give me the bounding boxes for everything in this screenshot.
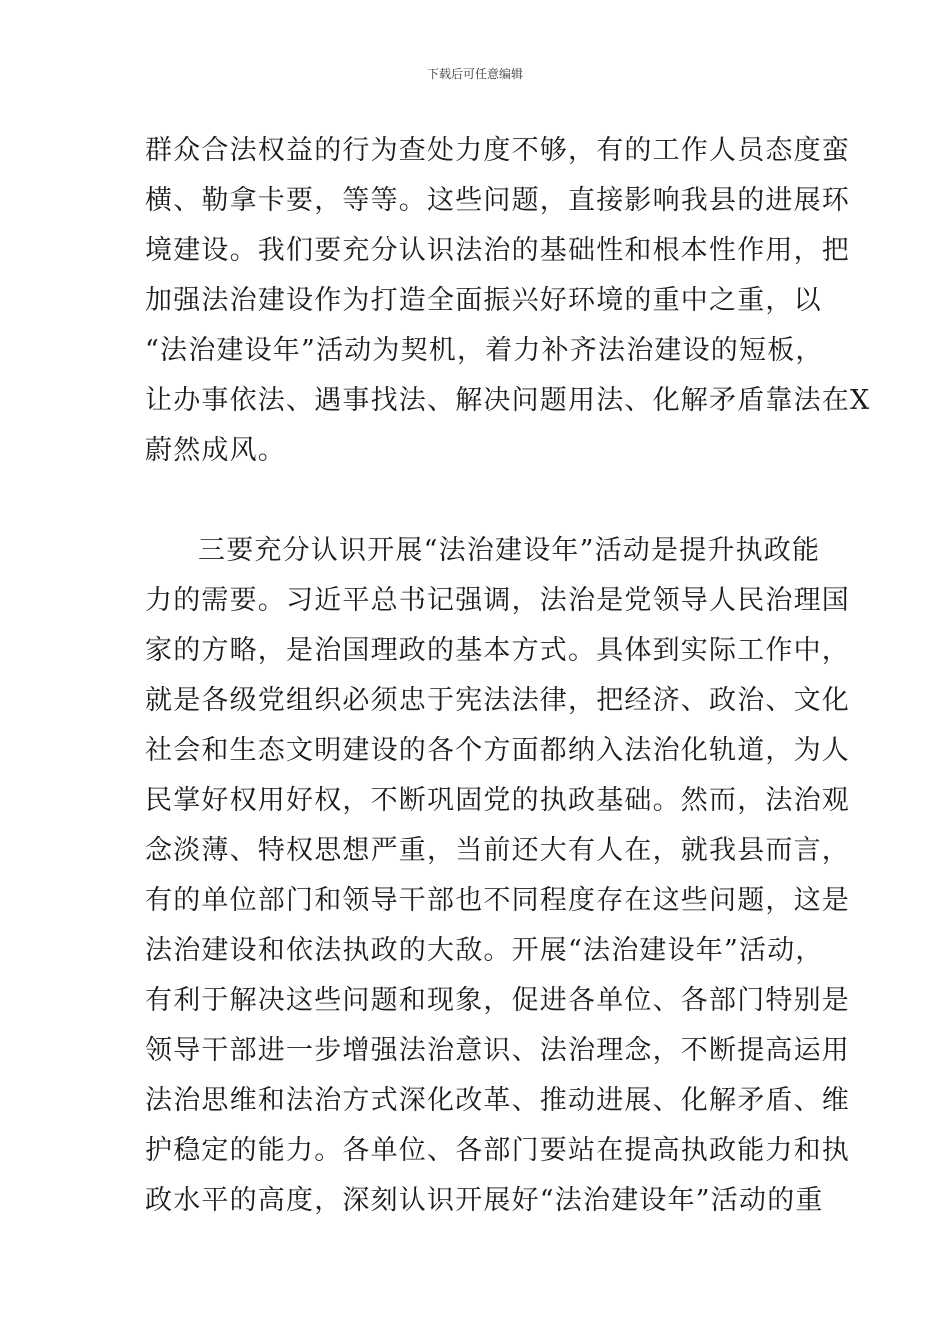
text-line: 念淡薄、特权思想严重，当前还大有人在，就我县而言， [145,835,850,866]
text-line: 法治建设和依法执政的大敌。开展“法治建设年”活动， [145,935,824,966]
text-line: 政水平的高度，深刻认识开展好“法治建设年”活动的重 [145,1185,824,1216]
text-line: 让办事依法、遇事找法、解决问题用法、化解矛盾靠法在X [145,385,871,416]
text-line: 护稳定的能力。各单位、各部门要站在提高执政能力和执 [145,1135,850,1166]
text-line: 力的需要。习近平总书记强调，法治是党领导人民治理国 [145,585,850,616]
text-line: 就是各级党组织必须忠于宪法法律，把经济、政治、文化 [145,685,850,716]
text-line: 有的单位部门和领导干部也不同程度存在这些问题，这是 [145,885,850,916]
text-line: 社会和生态文明建设的各个方面都纳入法治化轨道，为人 [145,735,850,766]
text-line: 群众合法权益的行为查处力度不够，有的工作人员态度蛮 [145,135,850,166]
text-line: 横、勒拿卡要，等等。这些问题，直接影响我县的进展环 [145,185,850,216]
text-line: 蔚然成风。 [145,435,286,466]
text-line: 家的方略，是治国理政的基本方式。具体到实际工作中， [145,635,850,666]
text-line: 有利于解决这些问题和现象，促进各单位、各部门特别是 [145,985,850,1016]
text-line: “法治建设年”活动为契机，着力补齐法治建设的短板， [145,335,824,366]
text-line: 境建设。我们要充分认识法治的基础性和根本性作用，把 [145,235,850,266]
text-line: 民掌好权用好权，不断巩固党的执政基础。然而，法治观 [145,785,850,816]
page-header: 下载后可任意编辑 [426,67,523,81]
text-line: 法治思维和法治方式深化改革、推动进展、化解矛盾、维 [145,1085,850,1116]
text-line: 领导干部进一步增强法治意识、法治理念，不断提高运用 [145,1035,850,1066]
text-line: 加强法治建设作为打造全面振兴好环境的重中之重，以 [145,285,822,316]
text-line: 三要充分认识开展“法治建设年”活动是提升执政能 [198,535,821,566]
